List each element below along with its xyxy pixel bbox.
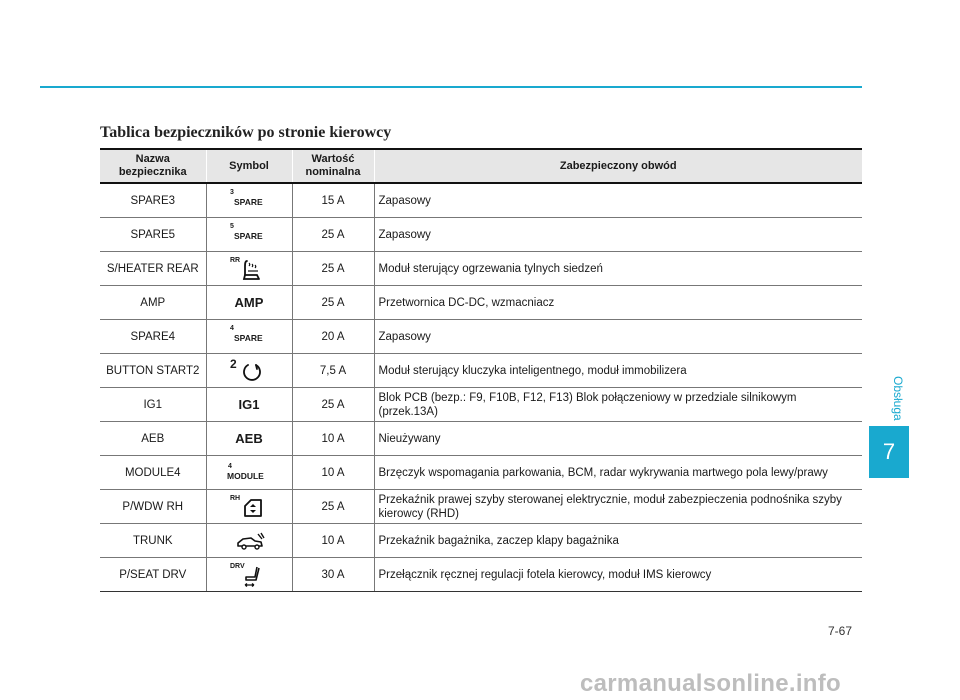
table-row bbox=[100, 524, 862, 558]
fuse-table-header bbox=[100, 149, 862, 183]
fuse-name: TRUNK bbox=[100, 524, 206, 558]
fuse-value: 10 A bbox=[292, 524, 374, 558]
header-symbol: Symbol bbox=[206, 149, 292, 183]
table-row bbox=[100, 388, 862, 422]
header-fuse-name: Nazwa bezpiecznika bbox=[118, 153, 187, 178]
fuse-circuit: Brzęczyk wspomagania parkowania, BCM, radar wykrywania martwego pola lewy/prawy bbox=[374, 456, 862, 490]
symbol-text: IG1 bbox=[238, 396, 260, 412]
fuse-value: 25 A bbox=[292, 218, 374, 252]
fuse-circuit: Przetwornica DC-DC, wzmacniacz bbox=[374, 286, 862, 320]
table-row bbox=[100, 422, 862, 456]
fuse-value: 20 A bbox=[292, 320, 374, 354]
fuse-symbol bbox=[206, 422, 292, 456]
fuse-symbol bbox=[206, 456, 292, 490]
fuse-value: 15 A bbox=[292, 183, 374, 218]
header-rated-value: Wartość nominalna bbox=[292, 149, 374, 183]
fuse-symbol bbox=[206, 558, 292, 592]
symbol-text: AMP bbox=[234, 294, 264, 310]
fuse-name: SPARE3 bbox=[100, 183, 206, 218]
fuse-symbol bbox=[206, 490, 292, 524]
fuse-name: MODULE4 bbox=[100, 456, 206, 490]
symbol-superscript: 3 bbox=[230, 188, 234, 196]
fuse-symbol bbox=[206, 320, 292, 354]
table-row bbox=[100, 456, 862, 490]
fuse-value: 25 A bbox=[292, 252, 374, 286]
fuse-circuit: Moduł sterujący kluczyka inteligentnego, moduł immobilizera bbox=[374, 354, 862, 388]
section-title: Tablica bezpieczników po stronie kierowcy bbox=[100, 124, 392, 141]
fuse-name: AMP bbox=[100, 286, 206, 320]
fuse-symbol bbox=[206, 183, 292, 218]
top-rule bbox=[40, 86, 862, 88]
table-row bbox=[100, 558, 862, 592]
symbol-text: AEB bbox=[235, 430, 263, 446]
symbol-superscript: RH bbox=[230, 494, 241, 502]
fuse-name: BUTTON START2 bbox=[100, 354, 206, 388]
chapter-label: Obsługa bbox=[891, 376, 905, 421]
symbol-text: SPARE bbox=[234, 230, 263, 241]
symbol-superscript: 4 bbox=[230, 324, 234, 332]
fuse-name: P/SEAT DRV bbox=[100, 558, 206, 592]
symbol-text: MODULE bbox=[227, 470, 264, 481]
chapter-tab: 7 bbox=[869, 426, 909, 478]
heated-seat-icon bbox=[241, 258, 263, 282]
power-seat-icon bbox=[241, 564, 265, 588]
fuse-symbol bbox=[206, 524, 292, 558]
fuse-value: 30 A bbox=[292, 558, 374, 592]
fuse-circuit: Nieużywany bbox=[374, 422, 862, 456]
symbol-superscript: DRV bbox=[230, 562, 245, 570]
fuse-circuit: Przekaźnik bagażnika, zaczep klapy bagażnika bbox=[374, 524, 862, 558]
symbol-text: SPARE bbox=[234, 332, 263, 343]
fuse-circuit: Przekaźnik prawej szyby sterowanej elektrycznie, moduł zabezpieczenia podnośnika szyby kierowcy (RHD) bbox=[374, 490, 862, 524]
fuse-circuit: Blok PCB (bezp.: F9, F10B, F12, F13) Blok połączeniowy w przedziale silnikowym (przek.13A) bbox=[374, 388, 862, 422]
symbol-text: SPARE bbox=[234, 196, 263, 207]
page-number: 7-67 bbox=[828, 624, 853, 638]
table-row bbox=[100, 183, 862, 218]
table-row bbox=[100, 252, 862, 286]
fuse-symbol bbox=[206, 354, 292, 388]
symbol-superscript: 5 bbox=[230, 222, 234, 230]
fuse-name: P/WDW RH bbox=[100, 490, 206, 524]
fuse-name: SPARE4 bbox=[100, 320, 206, 354]
fuse-symbol bbox=[206, 388, 292, 422]
fuse-circuit: Zapasowy bbox=[374, 183, 862, 218]
fuse-name: IG1 bbox=[100, 388, 206, 422]
power-button-icon bbox=[241, 360, 263, 384]
power-window-icon bbox=[241, 496, 265, 520]
fuse-circuit: Moduł sterujący ogrzewania tylnych siedzeń bbox=[374, 252, 862, 286]
fuse-symbol bbox=[206, 286, 292, 320]
fuse-symbol bbox=[206, 218, 292, 252]
table-row bbox=[100, 354, 862, 388]
symbol-superscript: RR bbox=[230, 256, 241, 264]
fuse-value: 25 A bbox=[292, 490, 374, 524]
table-row bbox=[100, 286, 862, 320]
fuse-name: SPARE5 bbox=[100, 218, 206, 252]
fuse-circuit: Zapasowy bbox=[374, 218, 862, 252]
fuse-symbol bbox=[206, 252, 292, 286]
fuse-value: 25 A bbox=[292, 388, 374, 422]
fuse-circuit: Przełącznik ręcznej regulacji fotela kierowcy, moduł IMS kierowcy bbox=[374, 558, 862, 592]
header-protected-circuit: Zabezpieczony obwód bbox=[374, 149, 862, 183]
table-row bbox=[100, 320, 862, 354]
fuse-value: 25 A bbox=[292, 286, 374, 320]
table-row bbox=[100, 218, 862, 252]
symbol-superscript: 4 bbox=[228, 462, 232, 470]
fuse-name: AEB bbox=[100, 422, 206, 456]
symbol-superscript: 2 bbox=[230, 356, 237, 371]
watermark: carmanualsonline.info bbox=[580, 670, 842, 697]
fuse-value: 7,5 A bbox=[292, 354, 374, 388]
fuse-value: 10 A bbox=[292, 422, 374, 456]
trunk-icon bbox=[236, 532, 266, 552]
fuse-name: S/HEATER REAR bbox=[100, 252, 206, 286]
table-row bbox=[100, 490, 862, 524]
fuse-table bbox=[100, 148, 862, 592]
fuse-circuit: Zapasowy bbox=[374, 320, 862, 354]
fuse-value: 10 A bbox=[292, 456, 374, 490]
